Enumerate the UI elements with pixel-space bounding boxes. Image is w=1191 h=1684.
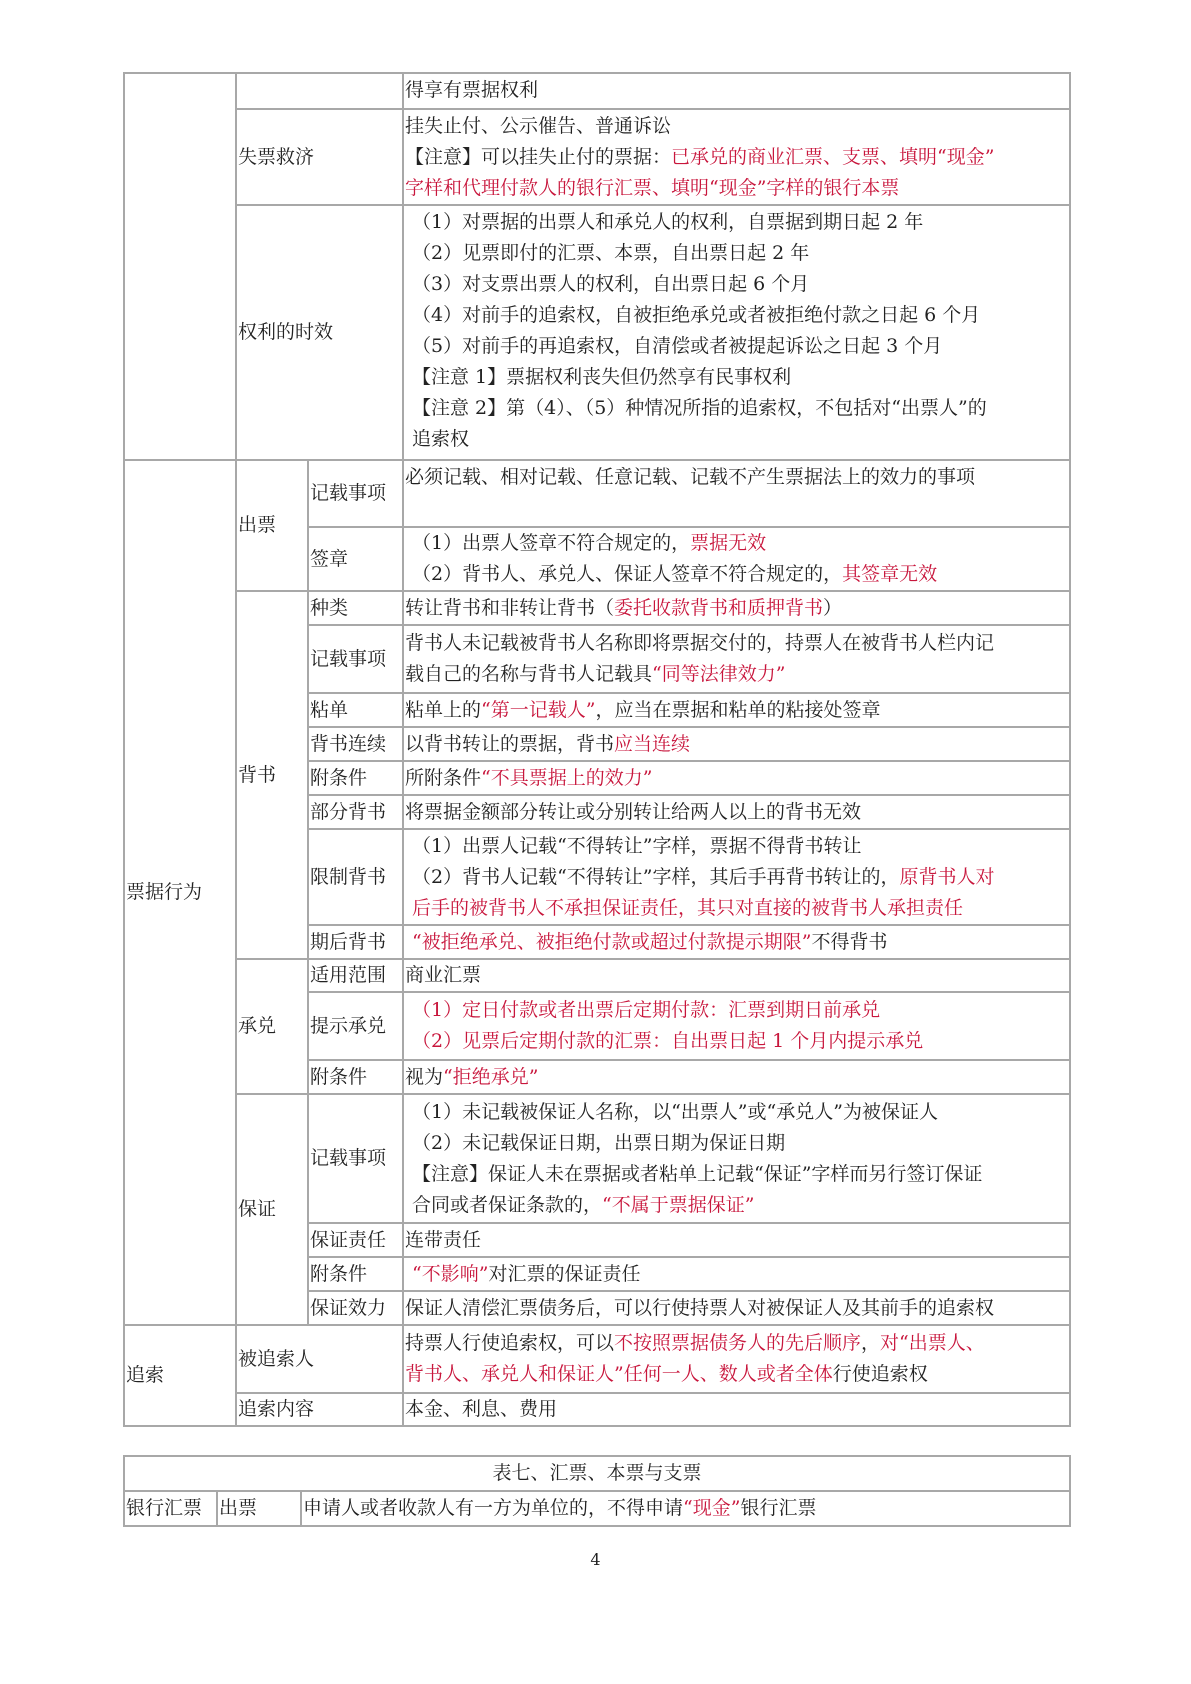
text-segment: ，应当在票据和粘单的粘接处签章 (595, 698, 881, 721)
text-segment: 不得背书 (811, 930, 888, 953)
text-line (412, 927, 1068, 958)
text-line (405, 1359, 1068, 1390)
text-segment: （5）对前手的再追索权，自清偿或者被提起诉讼之日起 3 个月 (412, 335, 943, 357)
text-segment: 【注意 1】票据权利丧失但仍然享有民事权利 (412, 366, 792, 388)
content-cell (301, 1491, 1070, 1526)
content-cell (403, 992, 1070, 1060)
text-segment: （1）出票人记载“不得转让”字样，票据不得背书转让 (412, 834, 862, 857)
content-cell (403, 460, 1070, 527)
content-cell (403, 109, 1070, 205)
text-line (405, 142, 1068, 173)
text-line (412, 424, 1068, 455)
text-segment: 将票据金额部分转让或分别转让给两人以上的背书无效 (405, 800, 862, 823)
text-segment: 申请人或者收款人有一方为单位的，不得申请 (303, 1497, 684, 1519)
text-line (412, 995, 1068, 1026)
text-line (412, 362, 1068, 393)
group-label: 出票 (236, 460, 308, 591)
highlighted-text: 原背书人对 (899, 865, 995, 888)
text-line (405, 763, 1068, 794)
text-line (412, 1159, 1068, 1190)
text-line (412, 1026, 1068, 1057)
row-label: 被追索人 (236, 1325, 403, 1393)
row-label: 附条件 (308, 1060, 403, 1094)
highlighted-text: “不具票据上的效力” (481, 766, 653, 789)
text-segment: （1）对票据的出票人和承兑人的权利，自票据到期日起 2 年 (412, 211, 924, 233)
text-line (412, 1190, 1068, 1221)
text-segment: 银行汇票 (740, 1497, 817, 1519)
text-segment: 背书人未记载被背书人名称即将票据交付的，持票人在被背书人栏内记 (405, 632, 995, 654)
text-line (412, 393, 1068, 424)
text-segment: 持票人行使追索权，可以 (405, 1332, 615, 1354)
text-line (405, 628, 1068, 659)
text-line (412, 1097, 1068, 1128)
text-segment: 对汇票的保证责任 (488, 1262, 641, 1285)
highlighted-text: “不影响” (412, 1262, 489, 1285)
text-line (405, 1225, 1068, 1256)
highlighted-text: 其签章无效 (842, 563, 938, 585)
content-cell (403, 1393, 1070, 1426)
text-line (412, 207, 1068, 238)
text-segment: 行使追索权 (832, 1363, 928, 1385)
text-segment: （2）背书人、承兑人、保证人签章不符合规定的， (412, 563, 843, 585)
text-segment: 转让背书和非转让背书（ (405, 596, 615, 619)
row-label: 权利的时效 (236, 205, 403, 460)
text-line (412, 893, 1068, 924)
text-segment: 得享有票据权利 (405, 79, 539, 101)
content-cell (403, 761, 1070, 795)
page-number: 4 (590, 1550, 601, 1569)
highlighted-text: 已承兑的商业汇票、支票、填明“现金” (671, 146, 995, 168)
content-cell (403, 727, 1070, 761)
highlighted-text: 委托收款背书和质押背书 (614, 596, 824, 619)
group-label: 承兑 (236, 959, 308, 1094)
text-segment: 连带责任 (405, 1228, 482, 1251)
text-line (405, 1328, 1068, 1359)
text-segment: 【注意 2】第（4）、（5）种情况所指的追索权，不包括对“出票人”的 (412, 397, 987, 419)
text-line (405, 729, 1068, 760)
text-segment: 挂失止付、公示催告、普通诉讼 (405, 115, 672, 137)
section-cell-empty (124, 73, 236, 460)
text-segment: 必须记载、相对记载、任意记载、记载不产生票据法上的效力的事项 (405, 466, 976, 488)
content-cell (403, 693, 1070, 727)
content-cell (403, 1223, 1070, 1257)
text-segment: （2）见票即付的汇票、本票，自出票日起 2 年 (412, 242, 810, 264)
row-label: 期后背书 (308, 925, 403, 959)
highlighted-text: “被拒绝承兑、被拒绝付款或超过付款提示期限” (412, 930, 812, 953)
text-segment: 粘单上的 (405, 698, 482, 721)
text-segment: （1）未记载被保证人名称，以“出票人”或“承兑人”为被保证人 (412, 1100, 938, 1123)
highlighted-text: “同等法律效力” (652, 663, 786, 685)
content-cell (403, 205, 1070, 460)
content-cell (403, 1094, 1070, 1223)
row-label: 种类 (308, 591, 403, 625)
highlighted-text: 应当连续 (614, 732, 691, 755)
highlighted-text: “第一记载人” (481, 698, 596, 721)
text-line (405, 1062, 1068, 1093)
row-label: 签章 (308, 527, 403, 591)
text-segment: 【注意】可以挂失止付的票据： (405, 146, 672, 168)
text-segment: （1）出票人签章不符合规定的， (412, 532, 691, 554)
text-segment: 本金、利息、费用 (405, 1398, 558, 1420)
text-segment: 商业汇票 (405, 964, 482, 986)
highlighted-text: 不按照票据债务人的先后顺序 (614, 1332, 862, 1354)
highlighted-text: 后手的被背书人不承担保证责任，其只对直接的被背书人承担责任 (412, 896, 964, 919)
text-segment: 以背书转让的票据，背书 (405, 732, 615, 755)
highlighted-text: “不属于票据保证” (602, 1193, 755, 1216)
row-label: 失票救济 (236, 109, 403, 205)
text-line (412, 238, 1068, 269)
row-label: 限制背书 (308, 829, 403, 925)
text-segment: （3）对支票出票人的权利，自出票日起 6 个月 (412, 273, 810, 295)
highlighted-text: （1）定日付款或者出票后定期付款：汇票到期日前承兑 (412, 999, 881, 1021)
highlighted-text: （2）见票后定期付款的汇票：自出票日起 1 个月内提示承兑 (412, 1030, 924, 1052)
text-segment: ， (861, 1332, 881, 1354)
text-line (405, 173, 1068, 204)
row-label: 出票 (217, 1491, 301, 1526)
text-segment: （4）对前手的追索权，自被拒绝承兑或者被拒绝付款之日起 6 个月 (412, 304, 981, 326)
text-line (405, 75, 1068, 106)
highlighted-text: “拒绝承兑” (443, 1065, 539, 1088)
content-cell (403, 625, 1070, 693)
row-label: 保证责任 (308, 1223, 403, 1257)
text-line (412, 300, 1068, 331)
content-cell (403, 829, 1070, 925)
text-segment: （2）未记载保证日期，出票日期为保证日期 (412, 1131, 786, 1154)
section-label: 追索 (124, 1325, 236, 1426)
row-label: 保证效力 (308, 1291, 403, 1325)
highlighted-text: 票据无效 (690, 532, 767, 554)
row-label: 提示承兑 (308, 992, 403, 1060)
text-line (412, 831, 1068, 862)
row-label: 记载事项 (308, 1094, 403, 1223)
highlighted-text: 对“出票人、 (880, 1332, 985, 1354)
text-line (405, 111, 1068, 142)
text-line (405, 1394, 1068, 1425)
text-line (405, 960, 1068, 991)
text-line (405, 593, 1068, 624)
row-label: 记载事项 (308, 460, 403, 527)
content-cell (403, 1325, 1070, 1393)
text-segment: ） (823, 596, 843, 619)
text-line (412, 269, 1068, 300)
content-cell (403, 1291, 1070, 1325)
text-segment: 载自己的名称与背书人记载具 (405, 663, 653, 685)
content-cell (403, 959, 1070, 992)
content-cell (403, 795, 1070, 829)
bill-law-table (123, 72, 1071, 1427)
text-line (405, 797, 1068, 828)
row-label: 追索内容 (236, 1393, 403, 1426)
row-label: 部分背书 (308, 795, 403, 829)
text-segment: 所附条件 (405, 766, 482, 789)
text-segment: 【注意】保证人未在票据或者粘单上记载“保证”字样而另行签订保证 (412, 1162, 983, 1185)
bill-types-table (123, 1455, 1071, 1527)
row-label: 附条件 (308, 1257, 403, 1291)
row-label: 记载事项 (308, 625, 403, 693)
text-line (412, 331, 1068, 362)
text-line (405, 1293, 1068, 1324)
text-line (412, 862, 1068, 893)
section-label: 票据行为 (124, 460, 236, 1325)
content-cell (403, 1257, 1070, 1291)
text-segment: 追索权 (412, 428, 470, 450)
row-label: 附条件 (308, 761, 403, 795)
highlighted-text: 字样和代理付款人的银行汇票、填明“现金”字样的银行本票 (405, 177, 900, 199)
highlighted-text: 背书人、承兑人和保证人”任何一人、数人或者全体 (405, 1363, 833, 1385)
content-cell (403, 527, 1070, 591)
label-cell-empty (236, 73, 403, 109)
content-cell (403, 925, 1070, 959)
text-line (405, 659, 1068, 690)
text-line (303, 1493, 1068, 1524)
text-segment: 视为 (405, 1065, 444, 1088)
content-cell (403, 591, 1070, 625)
row-label: 粘单 (308, 693, 403, 727)
row-label: 适用范围 (308, 959, 403, 992)
content-cell (403, 73, 1070, 109)
text-line (412, 559, 1068, 590)
text-segment: （2）背书人记载“不得转让”字样，其后手再背书转让的， (412, 865, 900, 888)
text-line (405, 695, 1068, 726)
text-line (412, 1128, 1068, 1159)
group-label: 背书 (236, 591, 308, 959)
highlighted-text: “现金” (683, 1497, 741, 1519)
text-line (412, 1259, 1068, 1290)
text-segment: 保证人清偿汇票债务后，可以行使持票人对被保证人及其前手的追索权 (405, 1296, 995, 1319)
row-label: 背书连续 (308, 727, 403, 761)
group-label: 保证 (236, 1094, 308, 1325)
table-title: 表七、汇票、本票与支票 (124, 1456, 1070, 1491)
text-segment: 合同或者保证条款的， (412, 1193, 603, 1216)
row-label: 银行汇票 (124, 1491, 217, 1526)
content-cell (403, 1060, 1070, 1094)
text-line (405, 462, 1068, 493)
text-line (412, 528, 1068, 559)
